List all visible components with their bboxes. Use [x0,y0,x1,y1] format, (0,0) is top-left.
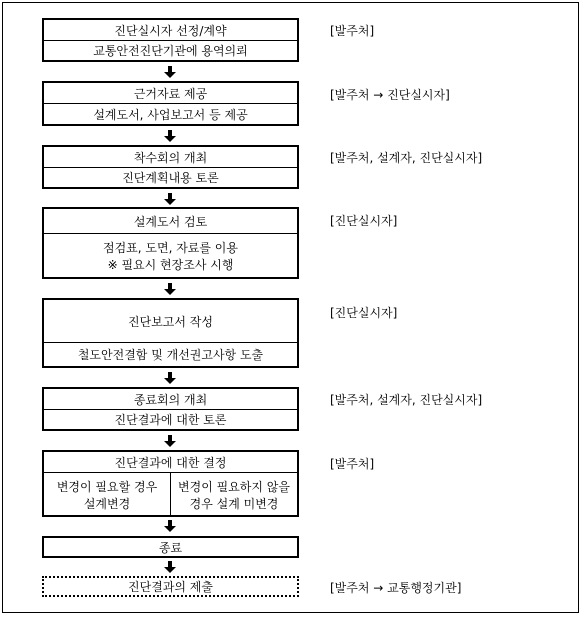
step-title: 설계도서 검토 [133,214,208,229]
step-actor: [발주처 → 교통행정기관] [330,581,462,595]
step-actor: [발주처, 설계자, 진단실시자] [330,393,483,407]
decision-no-change-option [170,473,297,516]
down-arrow-icon [164,193,176,205]
down-arrow-icon [164,435,176,447]
option-line: 설계변경 [83,496,131,511]
option-line: 변경이 필요할 경우 [56,479,158,494]
detail-line: ※ 필요시 현장조사 시행 [107,257,234,272]
decision-change-option [44,473,170,516]
step-title: 진단결과의 제출 [128,580,213,594]
step-title: 진단보고서 작성 [128,314,213,329]
step-submit-results [42,576,299,597]
step-detail: 진단결과에 대한 토론 [44,409,297,429]
option-line: 경우 설계 미변경 [189,496,279,511]
step-detail: 철도안전결함 및 개선권고사항 도출 [44,342,297,366]
down-arrow-icon [164,283,176,295]
step-title: 진단결과에 대한 결정 [114,455,227,470]
step-actor: [발주처 → 진단실시자] [330,88,450,102]
step-end [42,536,299,558]
option-line: 변경이 필요하지 않을 [178,479,290,494]
step-title: 근거자료 제공 [133,86,208,101]
step-detail: 진단계획내용 토론 [44,167,297,187]
step-contractor-selection [42,18,299,62]
down-arrow-icon [164,561,176,573]
step-actor: [진단실시자] [330,214,398,228]
down-arrow-icon [164,66,176,78]
step-detail [44,233,297,277]
step-closing-meeting [42,387,299,431]
down-arrow-icon [164,372,176,384]
step-title: 진단실시자 선정/계약 [114,23,227,38]
step-title: 착수회의 개최 [133,150,208,165]
step-decision [42,450,299,517]
down-arrow-icon [164,520,176,532]
step-write-report [42,298,299,368]
step-detail: 설계도서, 사업보고서 등 제공 [44,103,297,124]
step-detail: 교통안전진단기관에 용역의뢰 [44,40,297,60]
step-actor: [진단실시자] [330,306,398,320]
down-arrow-icon [164,130,176,142]
step-actor: [발주처, 설계자, 진단실시자] [330,151,483,165]
step-title: 종료 [158,540,183,555]
step-kickoff-meeting [42,145,299,189]
step-provide-data [42,81,299,126]
step-design-review [42,207,299,279]
step-actor: [발주처] [330,24,375,38]
step-title: 종료회의 개최 [133,392,208,407]
detail-line: 점검표, 도면, 자료를 이용 [103,240,238,255]
step-actor: [발주처] [330,457,375,471]
